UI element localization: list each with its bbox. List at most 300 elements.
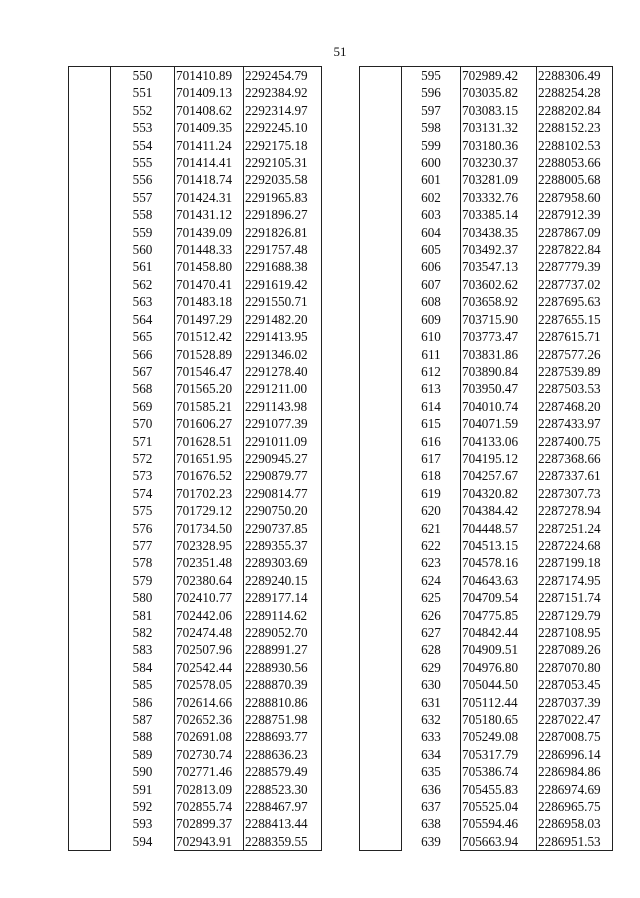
left-table-row bbox=[69, 572, 322, 589]
y-coordinate-cell: 2287912.39 bbox=[537, 206, 613, 223]
x-coordinate-cell: 703890.84 bbox=[461, 363, 537, 380]
blank-cell bbox=[69, 728, 111, 745]
y-coordinate-cell: 2291211.00 bbox=[244, 380, 322, 397]
y-coordinate-cell: 2287468.20 bbox=[537, 398, 613, 415]
blank-cell bbox=[360, 154, 402, 171]
x-coordinate-cell: 701729.12 bbox=[175, 502, 244, 519]
point-number-cell: 583 bbox=[132, 642, 153, 658]
y-coordinate-cell: 2288102.53 bbox=[537, 137, 613, 154]
blank-cell bbox=[360, 694, 402, 711]
right-table-row bbox=[360, 624, 613, 641]
y-coordinate-cell: 2289114.62 bbox=[244, 607, 322, 624]
point-number-cell: 625 bbox=[421, 590, 441, 606]
left-table-row bbox=[69, 346, 322, 363]
blank-cell bbox=[69, 554, 111, 571]
x-coordinate-cell: 705249.08 bbox=[461, 728, 537, 745]
y-coordinate-cell: 2290945.27 bbox=[244, 450, 322, 467]
y-coordinate-cell: 2288202.84 bbox=[537, 102, 613, 119]
y-coordinate-cell: 2287089.26 bbox=[537, 641, 613, 658]
point-number-cell: 601 bbox=[421, 172, 441, 188]
y-coordinate-cell: 2286996.14 bbox=[537, 746, 613, 763]
blank-cell bbox=[360, 728, 402, 745]
x-coordinate-cell: 701628.51 bbox=[175, 433, 244, 450]
x-coordinate-cell: 703083.15 bbox=[461, 102, 537, 119]
y-coordinate-cell: 2292245.10 bbox=[244, 119, 322, 136]
y-coordinate-cell: 2287129.79 bbox=[537, 607, 613, 624]
point-number-cell: 554 bbox=[132, 137, 153, 153]
right-table-row bbox=[360, 676, 613, 693]
left-table-row bbox=[69, 467, 322, 484]
blank-cell bbox=[360, 189, 402, 206]
right-table-row bbox=[360, 659, 613, 676]
left-table-row bbox=[69, 520, 322, 537]
blank-cell bbox=[69, 694, 111, 711]
right-table-row bbox=[360, 711, 613, 728]
blank-cell bbox=[69, 67, 111, 85]
y-coordinate-cell: 2287070.80 bbox=[537, 659, 613, 676]
blank-cell bbox=[360, 293, 402, 310]
point-number-cell: 608 bbox=[421, 294, 441, 310]
point-number-cell: 581 bbox=[132, 607, 153, 623]
left-table-row bbox=[69, 554, 322, 571]
blank-cell bbox=[360, 206, 402, 223]
left-table-row bbox=[69, 624, 322, 641]
y-coordinate-cell: 2291011.09 bbox=[244, 433, 322, 450]
blank-cell bbox=[69, 485, 111, 502]
blank-cell bbox=[69, 293, 111, 310]
right-table-row bbox=[360, 815, 613, 832]
point-number-cell: 592 bbox=[132, 799, 153, 815]
left-table-row bbox=[69, 67, 322, 85]
point-number-cell: 580 bbox=[132, 590, 153, 606]
blank-cell bbox=[360, 415, 402, 432]
blank-cell bbox=[360, 833, 402, 851]
point-number-cell: 551 bbox=[132, 85, 153, 101]
point-number-cell: 560 bbox=[132, 242, 153, 258]
right-table-row bbox=[360, 433, 613, 450]
point-number-cell: 629 bbox=[421, 659, 441, 675]
blank-cell bbox=[69, 154, 111, 171]
y-coordinate-cell: 2288636.23 bbox=[244, 746, 322, 763]
x-coordinate-cell: 704775.85 bbox=[461, 607, 537, 624]
y-coordinate-cell: 2288053.66 bbox=[537, 154, 613, 171]
x-coordinate-cell: 705044.50 bbox=[461, 676, 537, 693]
x-coordinate-cell: 702730.74 bbox=[175, 746, 244, 763]
x-coordinate-cell: 701497.29 bbox=[175, 311, 244, 328]
y-coordinate-cell: 2288467.97 bbox=[244, 798, 322, 815]
y-coordinate-cell: 2287958.60 bbox=[537, 189, 613, 206]
blank-cell bbox=[360, 572, 402, 589]
point-number-cell: 579 bbox=[132, 572, 153, 588]
x-coordinate-cell: 702542.44 bbox=[175, 659, 244, 676]
x-coordinate-cell: 704071.59 bbox=[461, 415, 537, 432]
x-coordinate-cell: 702474.48 bbox=[175, 624, 244, 641]
point-number-cell: 573 bbox=[132, 468, 153, 484]
y-coordinate-cell: 2291550.71 bbox=[244, 293, 322, 310]
x-coordinate-cell: 702691.08 bbox=[175, 728, 244, 745]
right-table-row bbox=[360, 380, 613, 397]
blank-cell bbox=[360, 781, 402, 798]
y-coordinate-cell: 2287577.26 bbox=[537, 346, 613, 363]
x-coordinate-cell: 701418.74 bbox=[175, 171, 244, 188]
y-coordinate-cell: 2286958.03 bbox=[537, 815, 613, 832]
y-coordinate-cell: 2288005.68 bbox=[537, 171, 613, 188]
point-number-cell: 571 bbox=[132, 433, 153, 449]
x-coordinate-cell: 701585.21 bbox=[175, 398, 244, 415]
x-coordinate-cell: 702380.64 bbox=[175, 572, 244, 589]
y-coordinate-cell: 2287251.24 bbox=[537, 520, 613, 537]
y-coordinate-cell: 2289177.14 bbox=[244, 589, 322, 606]
x-coordinate-cell: 701411.24 bbox=[175, 137, 244, 154]
point-number-cell: 621 bbox=[421, 520, 441, 536]
y-coordinate-cell: 2291143.98 bbox=[244, 398, 322, 415]
left-table-row bbox=[69, 659, 322, 676]
point-number-cell: 596 bbox=[421, 85, 441, 101]
blank-cell bbox=[69, 467, 111, 484]
x-coordinate-cell: 701483.18 bbox=[175, 293, 244, 310]
point-number-cell: 603 bbox=[421, 207, 441, 223]
right-table-row bbox=[360, 189, 613, 206]
y-coordinate-cell: 2287779.39 bbox=[537, 258, 613, 275]
point-number-cell: 550 bbox=[111, 67, 175, 85]
blank-cell bbox=[69, 311, 111, 328]
point-number-cell: 622 bbox=[421, 537, 441, 553]
point-number-cell: 562 bbox=[132, 276, 153, 292]
y-coordinate-cell: 2287737.02 bbox=[537, 276, 613, 293]
point-number-cell: 561 bbox=[132, 259, 153, 275]
left-table-row bbox=[69, 380, 322, 397]
point-number-cell: 635 bbox=[421, 764, 441, 780]
blank-cell bbox=[360, 119, 402, 136]
coordinate-table-left bbox=[68, 66, 322, 851]
point-number-cell: 556 bbox=[132, 172, 153, 188]
y-coordinate-cell: 2287151.74 bbox=[537, 589, 613, 606]
x-coordinate-cell: 701734.50 bbox=[175, 520, 244, 537]
point-number-cell: 636 bbox=[421, 781, 441, 797]
x-coordinate-cell: 703035.82 bbox=[461, 84, 537, 101]
x-coordinate-cell: 703547.13 bbox=[461, 258, 537, 275]
point-number-cell: 599 bbox=[421, 137, 441, 153]
blank-cell bbox=[69, 815, 111, 832]
blank-cell bbox=[360, 554, 402, 571]
point-number-cell: 588 bbox=[132, 729, 153, 745]
x-coordinate-cell: 702442.06 bbox=[175, 607, 244, 624]
y-coordinate-cell: 2289303.69 bbox=[244, 554, 322, 571]
point-number-cell: 558 bbox=[132, 207, 153, 223]
blank-cell bbox=[360, 467, 402, 484]
y-coordinate-cell: 2287400.75 bbox=[537, 433, 613, 450]
blank-cell bbox=[69, 450, 111, 467]
y-coordinate-cell: 2292035.58 bbox=[244, 171, 322, 188]
blank-cell bbox=[69, 276, 111, 293]
point-number-cell: 619 bbox=[421, 485, 441, 501]
y-coordinate-cell: 2287224.68 bbox=[537, 537, 613, 554]
x-coordinate-cell: 703602.62 bbox=[461, 276, 537, 293]
x-coordinate-cell: 704976.80 bbox=[461, 659, 537, 676]
y-coordinate-cell: 2286965.75 bbox=[537, 798, 613, 815]
left-table-row bbox=[69, 137, 322, 154]
point-number-cell: 628 bbox=[421, 642, 441, 658]
left-table-row bbox=[69, 276, 322, 293]
blank-cell bbox=[69, 798, 111, 815]
blank-cell bbox=[69, 433, 111, 450]
left-table-row bbox=[69, 363, 322, 380]
point-number-cell: 559 bbox=[132, 224, 153, 240]
right-table-row bbox=[360, 241, 613, 258]
x-coordinate-cell: 704709.54 bbox=[461, 589, 537, 606]
point-number-cell: 607 bbox=[421, 276, 441, 292]
left-table-row bbox=[69, 241, 322, 258]
point-number-cell: 597 bbox=[421, 102, 441, 118]
right-table-row bbox=[360, 102, 613, 119]
point-number-cell: 567 bbox=[132, 363, 153, 379]
blank-cell bbox=[69, 537, 111, 554]
y-coordinate-cell: 2287615.71 bbox=[537, 328, 613, 345]
x-coordinate-cell: 702351.48 bbox=[175, 554, 244, 571]
left-table-row bbox=[69, 815, 322, 832]
point-number-cell: 586 bbox=[132, 694, 153, 710]
x-coordinate-cell: 701470.41 bbox=[175, 276, 244, 293]
point-number-cell: 604 bbox=[421, 224, 441, 240]
left-table-row bbox=[69, 798, 322, 815]
y-coordinate-cell: 2290879.77 bbox=[244, 467, 322, 484]
x-coordinate-cell: 702989.42 bbox=[461, 67, 537, 85]
left-table-row bbox=[69, 311, 322, 328]
y-coordinate-cell: 2288413.44 bbox=[244, 815, 322, 832]
x-coordinate-cell: 701651.95 bbox=[175, 450, 244, 467]
point-number-cell: 609 bbox=[421, 311, 441, 327]
y-coordinate-cell: 2288579.49 bbox=[244, 763, 322, 780]
point-number-cell: 606 bbox=[421, 259, 441, 275]
y-coordinate-cell: 2287022.47 bbox=[537, 711, 613, 728]
left-table-row bbox=[69, 450, 322, 467]
y-coordinate-cell: 2287368.66 bbox=[537, 450, 613, 467]
x-coordinate-cell: 701424.31 bbox=[175, 189, 244, 206]
blank-cell bbox=[69, 746, 111, 763]
blank-cell bbox=[360, 328, 402, 345]
y-coordinate-cell: 2287695.63 bbox=[537, 293, 613, 310]
point-number-cell: 633 bbox=[421, 729, 441, 745]
y-coordinate-cell: 2292105.31 bbox=[244, 154, 322, 171]
point-number-cell: 620 bbox=[421, 503, 441, 519]
y-coordinate-cell: 2287307.73 bbox=[537, 485, 613, 502]
x-coordinate-cell: 704010.74 bbox=[461, 398, 537, 415]
right-table-row bbox=[360, 502, 613, 519]
x-coordinate-cell: 703385.14 bbox=[461, 206, 537, 223]
x-coordinate-cell: 701528.89 bbox=[175, 346, 244, 363]
point-number-cell: 634 bbox=[421, 746, 441, 762]
blank-cell bbox=[360, 433, 402, 450]
left-table-row bbox=[69, 224, 322, 241]
y-coordinate-cell: 2289240.15 bbox=[244, 572, 322, 589]
point-number-cell: 611 bbox=[421, 346, 441, 362]
y-coordinate-cell: 2288751.98 bbox=[244, 711, 322, 728]
x-coordinate-cell: 705180.65 bbox=[461, 711, 537, 728]
y-coordinate-cell: 2286951.53 bbox=[537, 833, 613, 851]
blank-cell bbox=[69, 572, 111, 589]
x-coordinate-cell: 702652.36 bbox=[175, 711, 244, 728]
point-number-cell: 598 bbox=[421, 120, 441, 136]
point-number-cell: 563 bbox=[132, 294, 153, 310]
blank-cell bbox=[69, 641, 111, 658]
blank-cell bbox=[360, 746, 402, 763]
x-coordinate-cell: 701448.33 bbox=[175, 241, 244, 258]
x-coordinate-cell: 702614.66 bbox=[175, 694, 244, 711]
blank-cell bbox=[69, 415, 111, 432]
y-coordinate-cell: 2288991.27 bbox=[244, 641, 322, 658]
point-number-cell: 591 bbox=[132, 781, 153, 797]
point-number-cell: 569 bbox=[132, 398, 153, 414]
right-table-row bbox=[360, 328, 613, 345]
x-coordinate-cell: 703438.35 bbox=[461, 224, 537, 241]
blank-cell bbox=[69, 346, 111, 363]
y-coordinate-cell: 2288523.30 bbox=[244, 781, 322, 798]
blank-cell bbox=[360, 815, 402, 832]
x-coordinate-cell: 702943.91 bbox=[175, 833, 244, 851]
right-table-row bbox=[360, 137, 613, 154]
x-coordinate-cell: 703131.32 bbox=[461, 119, 537, 136]
point-number-cell: 600 bbox=[421, 155, 441, 171]
y-coordinate-cell: 2291826.81 bbox=[244, 224, 322, 241]
point-number-cell: 605 bbox=[421, 242, 441, 258]
x-coordinate-cell: 701546.47 bbox=[175, 363, 244, 380]
blank-cell bbox=[69, 363, 111, 380]
right-table-row bbox=[360, 67, 613, 85]
right-table-row bbox=[360, 728, 613, 745]
y-coordinate-cell: 2288152.23 bbox=[537, 119, 613, 136]
right-table-row bbox=[360, 694, 613, 711]
x-coordinate-cell: 703715.90 bbox=[461, 311, 537, 328]
left-table-row bbox=[69, 398, 322, 415]
blank-cell bbox=[69, 119, 111, 136]
point-number-cell: 626 bbox=[421, 607, 441, 623]
point-number-cell: 568 bbox=[132, 381, 153, 397]
blank-cell bbox=[360, 171, 402, 188]
x-coordinate-cell: 702328.95 bbox=[175, 537, 244, 554]
point-number-cell: 587 bbox=[132, 712, 153, 728]
point-number-cell: 637 bbox=[421, 799, 441, 815]
y-coordinate-cell: 2291965.83 bbox=[244, 189, 322, 206]
right-table-row bbox=[360, 833, 613, 851]
y-coordinate-cell: 2288359.55 bbox=[244, 833, 322, 851]
y-coordinate-cell: 2291896.27 bbox=[244, 206, 322, 223]
x-coordinate-cell: 701408.62 bbox=[175, 102, 244, 119]
blank-cell bbox=[360, 311, 402, 328]
point-number-cell: 585 bbox=[132, 677, 153, 693]
left-table-row bbox=[69, 728, 322, 745]
y-coordinate-cell: 2287655.15 bbox=[537, 311, 613, 328]
point-number-cell: 616 bbox=[421, 433, 441, 449]
point-number-cell: 564 bbox=[132, 311, 153, 327]
right-table-row bbox=[360, 363, 613, 380]
y-coordinate-cell: 2291482.20 bbox=[244, 311, 322, 328]
x-coordinate-cell: 701512.42 bbox=[175, 328, 244, 345]
blank-cell bbox=[360, 450, 402, 467]
point-number-cell: 575 bbox=[132, 503, 153, 519]
x-coordinate-cell: 705594.46 bbox=[461, 815, 537, 832]
x-coordinate-cell: 705455.83 bbox=[461, 781, 537, 798]
x-coordinate-cell: 703831.86 bbox=[461, 346, 537, 363]
x-coordinate-cell: 704320.82 bbox=[461, 485, 537, 502]
coordinate-table-right bbox=[359, 66, 613, 851]
x-coordinate-cell: 705525.04 bbox=[461, 798, 537, 815]
right-table-row bbox=[360, 607, 613, 624]
blank-cell bbox=[360, 84, 402, 101]
point-number-cell: 639 bbox=[421, 834, 441, 850]
x-coordinate-cell: 702813.09 bbox=[175, 781, 244, 798]
point-number-cell: 574 bbox=[132, 485, 153, 501]
left-table-row bbox=[69, 119, 322, 136]
x-coordinate-cell: 702855.74 bbox=[175, 798, 244, 815]
x-coordinate-cell: 705386.74 bbox=[461, 763, 537, 780]
blank-cell bbox=[69, 502, 111, 519]
blank-cell bbox=[360, 798, 402, 815]
y-coordinate-cell: 2287503.53 bbox=[537, 380, 613, 397]
y-coordinate-cell: 2292175.18 bbox=[244, 137, 322, 154]
blank-cell bbox=[69, 380, 111, 397]
blank-cell bbox=[69, 659, 111, 676]
blank-cell bbox=[360, 67, 402, 85]
blank-cell bbox=[69, 328, 111, 345]
point-number-cell: 595 bbox=[402, 67, 461, 85]
blank-cell bbox=[69, 241, 111, 258]
point-number-cell: 610 bbox=[421, 329, 441, 345]
right-table-row bbox=[360, 450, 613, 467]
point-number-cell: 594 bbox=[132, 834, 153, 850]
x-coordinate-cell: 704384.42 bbox=[461, 502, 537, 519]
x-coordinate-cell: 702578.05 bbox=[175, 676, 244, 693]
y-coordinate-cell: 2287278.94 bbox=[537, 502, 613, 519]
x-coordinate-cell: 703230.37 bbox=[461, 154, 537, 171]
left-table-row bbox=[69, 433, 322, 450]
left-table-row bbox=[69, 833, 322, 851]
blank-cell bbox=[69, 589, 111, 606]
point-number-cell: 565 bbox=[132, 329, 153, 345]
x-coordinate-cell: 704513.15 bbox=[461, 537, 537, 554]
x-coordinate-cell: 701606.27 bbox=[175, 415, 244, 432]
blank-cell bbox=[69, 763, 111, 780]
x-coordinate-cell: 702507.96 bbox=[175, 641, 244, 658]
blank-cell bbox=[69, 206, 111, 223]
left-table-row bbox=[69, 485, 322, 502]
point-number-cell: 613 bbox=[421, 381, 441, 397]
x-coordinate-cell: 701439.09 bbox=[175, 224, 244, 241]
right-table-row bbox=[360, 346, 613, 363]
blank-cell bbox=[360, 607, 402, 624]
y-coordinate-cell: 2288306.49 bbox=[537, 67, 613, 85]
blank-cell bbox=[69, 624, 111, 641]
point-number-cell: 555 bbox=[132, 155, 153, 171]
x-coordinate-cell: 701565.20 bbox=[175, 380, 244, 397]
point-number-cell: 631 bbox=[421, 694, 441, 710]
point-number-cell: 577 bbox=[132, 537, 153, 553]
right-table-row bbox=[360, 154, 613, 171]
point-number-cell: 589 bbox=[132, 746, 153, 762]
point-number-cell: 570 bbox=[132, 416, 153, 432]
blank-cell bbox=[69, 398, 111, 415]
point-number-cell: 553 bbox=[132, 120, 153, 136]
blank-cell bbox=[69, 84, 111, 101]
point-number-cell: 602 bbox=[421, 189, 441, 205]
y-coordinate-cell: 2289052.70 bbox=[244, 624, 322, 641]
y-coordinate-cell: 2288930.56 bbox=[244, 659, 322, 676]
blank-cell bbox=[69, 102, 111, 119]
x-coordinate-cell: 705112.44 bbox=[461, 694, 537, 711]
right-table-row bbox=[360, 119, 613, 136]
x-coordinate-cell: 703950.47 bbox=[461, 380, 537, 397]
left-table-row bbox=[69, 694, 322, 711]
x-coordinate-cell: 701431.12 bbox=[175, 206, 244, 223]
